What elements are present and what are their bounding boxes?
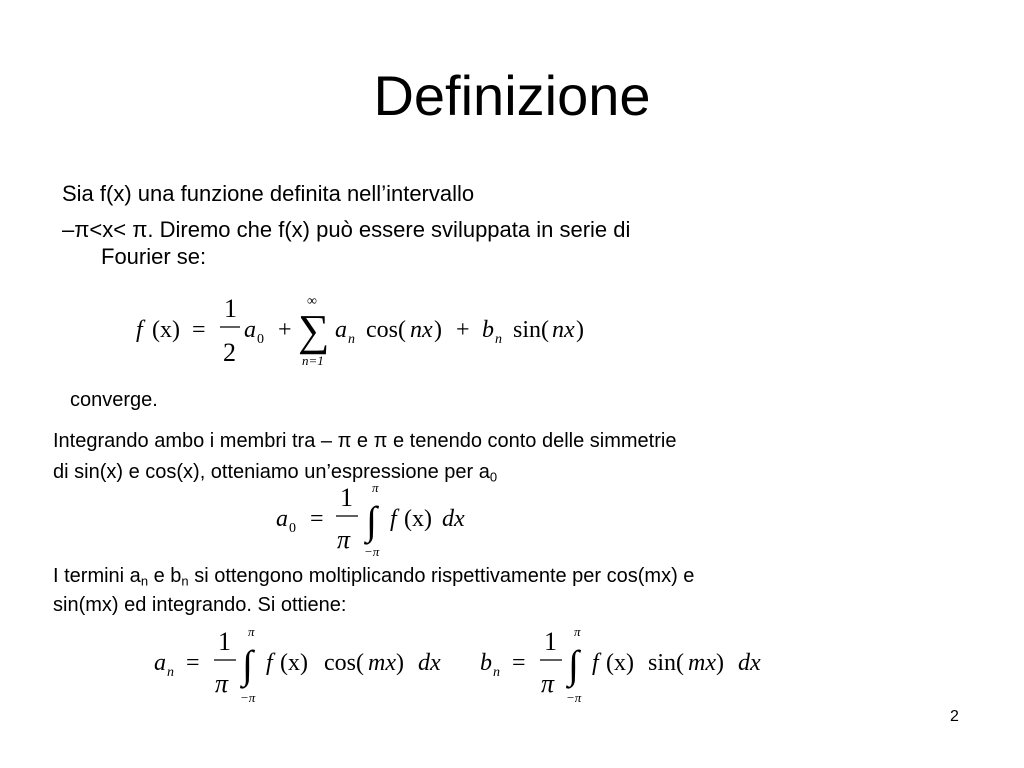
a-subscript: n (167, 665, 174, 680)
fourier-series-formula (120, 285, 620, 375)
nx-argument-2: nx (552, 317, 575, 343)
dx-symbol: dx (738, 650, 761, 676)
integral-sign: ∫ (568, 642, 579, 687)
an-subscript: n (348, 332, 355, 347)
x-paren: (x) (152, 317, 180, 343)
integral-upper-limit: π (372, 480, 379, 495)
terms-text-c: si ottengono moltiplicando rispettivamente per cos(mx) e (188, 565, 695, 587)
integral-sign: ∫ (242, 642, 253, 687)
mx-argument: mx (368, 650, 396, 676)
integral-lower-limit: −π (566, 690, 582, 705)
f-symbol: f (136, 317, 143, 343)
sin-function: sin( (648, 650, 684, 676)
a0-subscript: 0 (489, 469, 498, 485)
sin-function: sin( (513, 317, 549, 343)
page-number: 2 (950, 708, 959, 725)
equals-sign: = (512, 650, 526, 676)
close-paren-2: ) (576, 317, 584, 343)
equals-sign: = (186, 650, 200, 676)
terms-text-b: e b (148, 565, 182, 587)
bn-subscript: n (181, 573, 189, 589)
fraction-numerator: 1 (340, 483, 353, 512)
equals-sign: = (192, 317, 206, 343)
close-paren: ) (396, 650, 404, 676)
x-paren: (x) (606, 650, 634, 676)
fraction-denominator: π (337, 525, 351, 554)
equals-sign: = (310, 506, 324, 532)
x-paren: (x) (280, 650, 308, 676)
fraction-denominator: π (541, 669, 555, 698)
b-symbol: b (480, 650, 492, 676)
sum-upper-limit: ∞ (307, 294, 317, 309)
summation-sigma: ∑ (298, 306, 330, 355)
fraction-denominator: 2 (223, 338, 236, 367)
a-symbol: a (276, 506, 288, 532)
terms-line-2: sin(mx) ed integrando. Si ottiene: (53, 594, 347, 616)
terms-text-a: I termini a (53, 565, 141, 587)
bn-formula (474, 620, 784, 708)
x-paren: (x) (404, 506, 432, 532)
converge-text: converge. (70, 389, 158, 411)
plus-sign-2: + (456, 317, 470, 343)
an-formula (148, 620, 468, 708)
a-subscript: 0 (257, 332, 264, 347)
an-symbol: a (335, 317, 347, 343)
integration-line-1: Integrando ambo i membri tra – π e π e tenendo conto delle simmetrie (53, 430, 677, 452)
b-subscript: n (493, 665, 500, 680)
fraction-numerator: 1 (224, 294, 237, 323)
a-subscript: 0 (289, 521, 296, 536)
terms-line-1 (53, 562, 694, 590)
fraction-numerator: 1 (544, 627, 557, 656)
integral-upper-limit: π (248, 624, 255, 639)
fraction-denominator: π (215, 669, 229, 698)
a0-formula (270, 478, 490, 562)
dx-symbol: dx (442, 506, 465, 532)
f-symbol: f (266, 650, 273, 676)
an-subscript: n (140, 573, 149, 589)
integral-sign: ∫ (366, 498, 377, 543)
integral-upper-limit: π (574, 624, 581, 639)
sum-lower-limit: n=1 (302, 353, 324, 368)
f-symbol: f (390, 506, 397, 532)
cos-function: cos( (324, 650, 364, 676)
fraction-numerator: 1 (218, 627, 231, 656)
slide-title: Definizione (373, 64, 651, 127)
close-paren: ) (716, 650, 724, 676)
mx-argument: mx (688, 650, 716, 676)
bn-subscript: n (495, 332, 502, 347)
intro-line-3: Fourier se: (101, 244, 207, 269)
integral-lower-limit: −π (364, 544, 380, 559)
bn-symbol: b (482, 317, 494, 343)
a-symbol: a (244, 317, 256, 343)
cos-function: cos( (366, 317, 406, 343)
dx-symbol: dx (418, 650, 441, 676)
intro-line-1: Sia f(x) una funzione definita nell’intervallo (62, 181, 475, 206)
a-symbol: a (154, 650, 166, 676)
intro-line-2: –π<x< π. Diremo che f(x) può essere sviluppata in serie di (62, 217, 631, 242)
plus-sign: + (278, 317, 292, 343)
integration-line-2-text: di sin(x) e cos(x), otteniamo un’espressione per a (53, 461, 490, 483)
close-paren-1: ) (434, 317, 442, 343)
nx-argument-1: nx (410, 317, 433, 343)
f-symbol: f (592, 650, 599, 676)
integral-lower-limit: −π (240, 690, 256, 705)
